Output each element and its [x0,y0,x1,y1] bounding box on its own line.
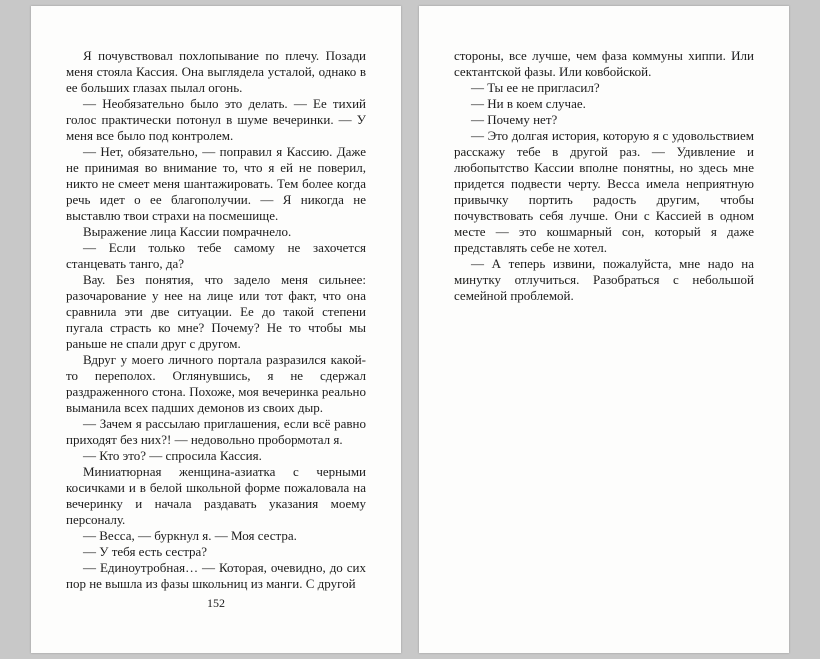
paragraph: Вау. Без понятия, что задело меня сильнее: разочарование у нее на лице или тот факт, что она сравнила эти две ситуации. Ее до такой степени пугала страсть ко мне? Почему? Не то чтобы мы раньше не спали друг с другом. [66,272,366,351]
paragraph: — Зачем я рассылаю приглашения, если всё равно приходят без них?! — недовольно пробормотал я. [66,416,366,447]
paragraph: Я почувствовал похлопывание по плечу. Позади меня стояла Кассия. Она выглядела усталой, однако в ее больших глазах пылал огонь. [66,48,366,95]
paragraph: — У тебя есть сестра? [83,544,208,559]
left-page-text [31,6,401,592]
paragraph: — Кто это? — спросила Кассия. [83,448,262,463]
left-page [31,6,401,653]
paragraph: — Нет, обязательно, — поправил я Кассию. Даже не принимая во внимание то, что я ей не поверил, никто не смеет меня шантажировать. Тем более когда речь идет о ее благополучии. — Я никогда не выставлю твои страхи на посмешище. [66,144,366,223]
paragraph: Миниатюрная женщина-азиатка с черными косичками и в белой школьной форме пожаловала на вечеринку и начала раздавать указания моему персоналу. [66,464,366,527]
paragraph: Выражение лица Кассии помрачнело. [83,224,292,239]
paragraph: — Единоутробная… — Которая, очевидно, до сих пор не вышла из фазы школьниц из манги. С другой [66,560,366,591]
right-page [419,6,789,653]
paragraph: — Если только тебе самому не захочется станцевать танго, да? [66,240,366,271]
paragraph: стороны, все лучше, чем фаза коммуны хиппи. Или сектантской фазы. Или ковбойской. [454,48,754,79]
paragraph: — Весса, — буркнул я. — Моя сестра. [83,528,297,543]
right-page-text [419,6,789,304]
left-page-number: 152 [207,596,225,610]
paragraph: — Ты ее не пригласил? [471,80,600,95]
paragraph: — А теперь извини, пожалуйста, мне надо на минутку отлучиться. Разобраться с небольшой семейной проблемой. [454,256,754,303]
paragraph: — Ни в коем случае. [471,96,586,111]
paragraph: — Необязательно было это делать. — Ее тихий голос практически потонул в шуме вечеринки. — У меня все было под контролем. [66,96,366,143]
paragraph: — Почему нет? [471,112,558,127]
paragraph: Вдруг у моего личного портала разразился какой-то переполох. Оглянувшись, я не сдержал раздраженного стона. Похоже, моя вечеринка реально выманила всех падших демонов из своих дыр. [66,352,366,415]
paragraph: — Это долгая история, которую я с удовольствием расскажу тебе в другой раз. — Удивление и любопытство Кассии вполне понятны, но здесь мне придется подвести черту. Весса имела неприятную привычку портить радость другим, чтобы почувствовать себя лучше. Они с Кассией в одном месте — это кошмарный сон, который я даже представлять себе не хотел. [454,128,754,255]
